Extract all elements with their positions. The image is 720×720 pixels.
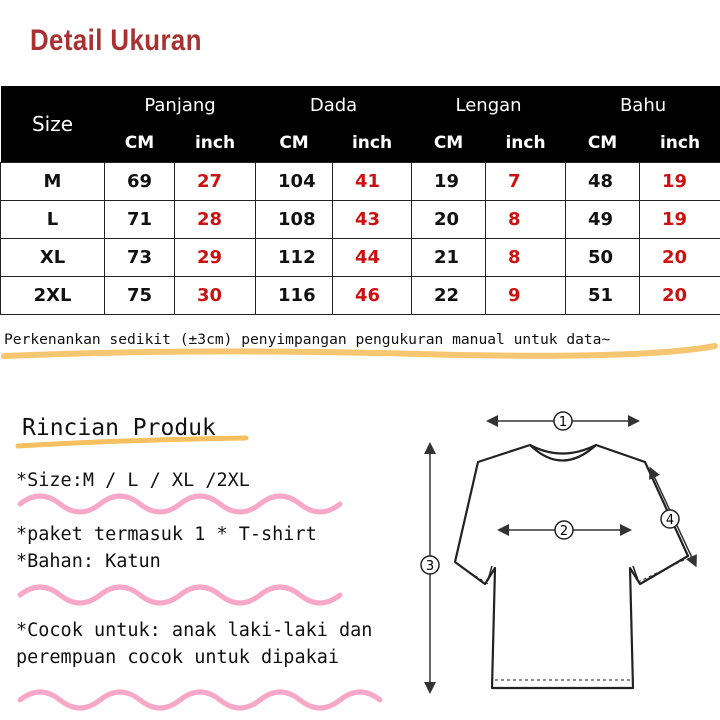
marker-2 [555, 521, 573, 539]
value-cell: 43 [333, 201, 412, 239]
value-cell: 46 [333, 277, 412, 315]
value-cell: 30 [175, 277, 256, 315]
value-cell: 20 [412, 201, 486, 239]
marker-label-4: 4 [665, 513, 675, 528]
value-cell: 9 [486, 277, 566, 315]
product-details-title: Rincian Produk [22, 415, 216, 441]
value-cell: 41 [333, 163, 412, 201]
value-cell: 19 [640, 163, 720, 201]
product-line-size: *Size:M / L / XL /2XL [16, 470, 250, 491]
value-cell: 116 [256, 277, 333, 315]
size-cell: M [1, 163, 105, 201]
value-cell: 50 [566, 239, 640, 277]
value-cell: 48 [566, 163, 640, 201]
value-cell: 71 [105, 201, 175, 239]
value-cell: 27 [175, 163, 256, 201]
value-cell: 19 [412, 163, 486, 201]
value-cell: 51 [566, 277, 640, 315]
marker-1 [554, 412, 572, 430]
value-cell: 20 [640, 277, 720, 315]
marker-3 [421, 556, 439, 574]
value-cell: 19 [640, 201, 720, 239]
value-cell: 112 [256, 239, 333, 277]
value-cell: 69 [105, 163, 175, 201]
size-cell: 2XL [1, 277, 105, 315]
unit-header: inch [333, 124, 412, 163]
group-header-dada: Dada [256, 86, 412, 124]
value-cell: 8 [486, 201, 566, 239]
unit-header: CM [256, 124, 333, 163]
unit-header: CM [412, 124, 486, 163]
marker-label-2: 2 [559, 524, 569, 539]
size-cell: XL [1, 239, 105, 277]
value-cell: 21 [412, 239, 486, 277]
value-cell: 29 [175, 239, 256, 277]
unit-header: inch [175, 124, 256, 163]
value-cell: 49 [566, 201, 640, 239]
product-line-suitable: *Cocok untuk: anak laki-laki dan [16, 620, 373, 641]
value-cell: 104 [256, 163, 333, 201]
value-cell: 8 [486, 239, 566, 277]
unit-header: CM [566, 124, 640, 163]
value-cell: 73 [105, 239, 175, 277]
group-header-bahu: Bahu [566, 86, 720, 124]
value-cell: 75 [105, 277, 175, 315]
unit-header: inch [486, 124, 566, 163]
measurement-note: Perkenankan sedikit (±3cm) penyimpangan pengukuran manual untuk data~ [4, 331, 611, 348]
marker-label-1: 1 [558, 415, 568, 430]
size-cell: L [1, 201, 105, 239]
size-header: Size [1, 86, 105, 163]
value-cell: 22 [412, 277, 486, 315]
marker-4 [661, 510, 679, 528]
product-line-material: *Bahan: Katun [16, 551, 161, 572]
value-cell: 20 [640, 239, 720, 277]
tshirt-outline [455, 445, 688, 688]
unit-header: inch [640, 124, 720, 163]
group-header-lengan: Lengan [412, 86, 566, 124]
value-cell: 108 [256, 201, 333, 239]
value-cell: 28 [175, 201, 256, 239]
value-cell: 44 [333, 239, 412, 277]
product-line-package: *paket termasuk 1 * T-shirt [16, 524, 317, 545]
value-cell: 7 [486, 163, 566, 201]
marker-label-3: 3 [425, 559, 435, 574]
product-line-suitable-cont: perempuan cocok untuk dipakai [16, 647, 340, 668]
page-title: Detail Ukuran [30, 24, 202, 57]
unit-header: CM [105, 124, 175, 163]
group-header-panjang: Panjang [105, 86, 256, 124]
